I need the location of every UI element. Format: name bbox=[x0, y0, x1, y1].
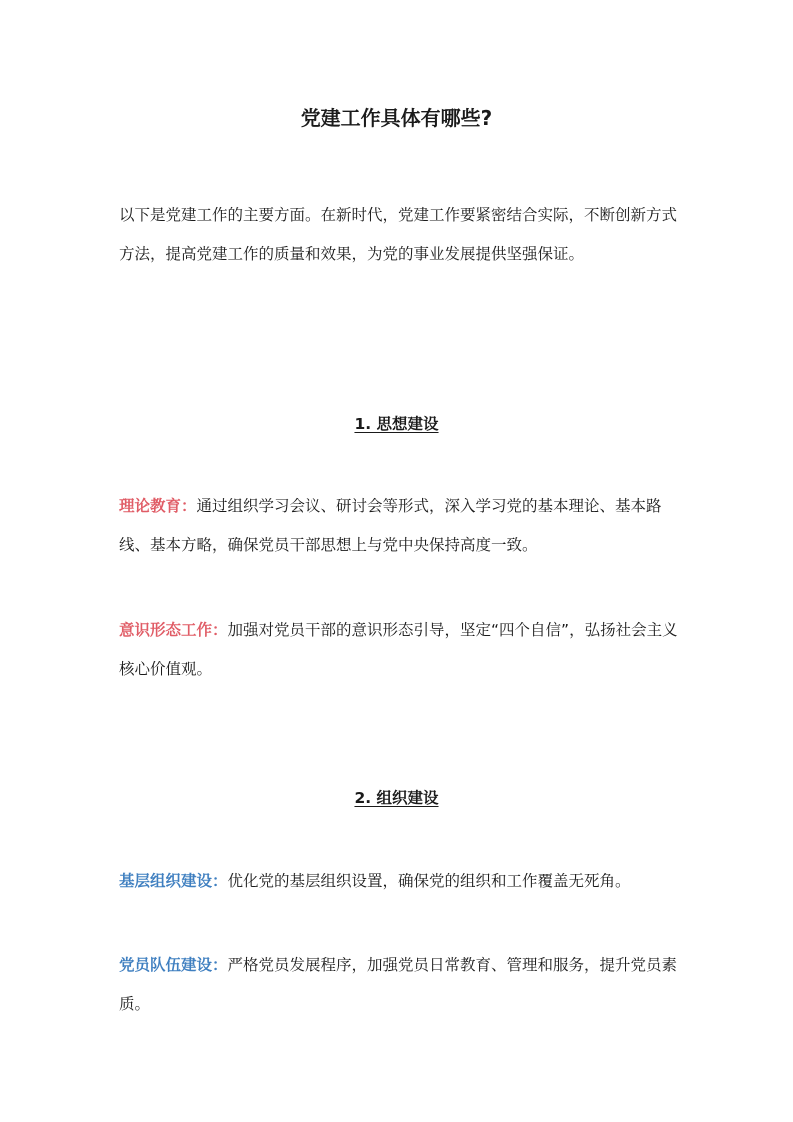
item-label: 理论教育： bbox=[119, 497, 197, 515]
paragraph-member-team bbox=[119, 946, 679, 1024]
paragraph-grassroots-organization bbox=[119, 862, 679, 901]
section-heading-text: 2. 组织建设 bbox=[354, 789, 439, 807]
item-text: 通过组织学习会议、研讨会等形式，深入学习党的基本理论、基本路线、基本方略，确保党员干部思想上与党中央保持高度一致。 bbox=[119, 497, 662, 554]
item-label: 党员队伍建设： bbox=[119, 956, 228, 974]
item-label: 基层组织建设： bbox=[119, 872, 228, 890]
intro-paragraph: 以下是党建工作的主要方面。在新时代，党建工作要紧密结合实际，不断创新方式方法，提高党建工作的质量和效果，为党的事业发展提供坚强保证。 bbox=[119, 206, 678, 263]
item-text: 加强对党员干部的意识形态引导，坚定“四个自信”，弘扬社会主义核心价值观。 bbox=[119, 621, 678, 678]
paragraph-theory-education bbox=[119, 487, 679, 565]
section-heading-organization bbox=[0, 786, 793, 810]
item-text: 严格党员发展程序，加强党员日常教育、管理和服务，提升党员素质。 bbox=[119, 956, 678, 1013]
page-title: 党建工作具体有哪些? bbox=[300, 106, 493, 130]
item-label: 意识形态工作： bbox=[119, 621, 228, 639]
section-heading-ideology bbox=[0, 412, 793, 436]
section-heading-text: 1. 思想建设 bbox=[354, 415, 439, 433]
item-text: 优化党的基层组织设置，确保党的组织和工作覆盖无死角。 bbox=[227, 872, 631, 890]
paragraph-ideology-work bbox=[119, 611, 679, 689]
